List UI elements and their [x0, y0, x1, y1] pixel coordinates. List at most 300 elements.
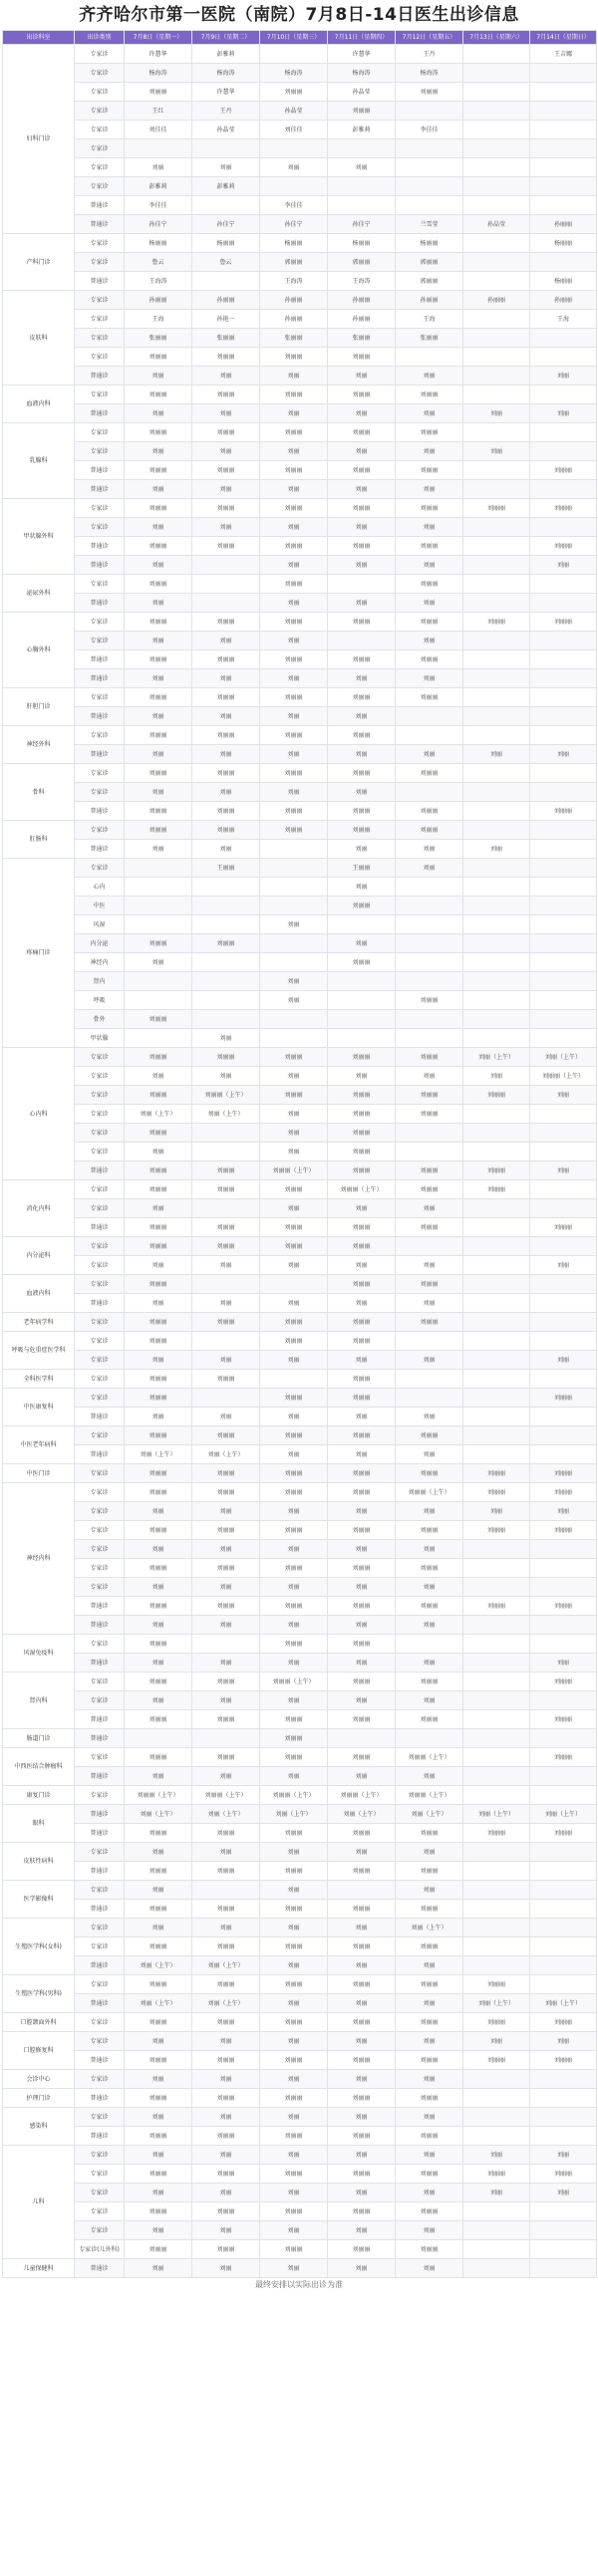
doctor-cell: 刘丽丽 [396, 499, 463, 518]
doctor-cell [463, 1862, 530, 1881]
clinic-type-cell: 专家诊 [75, 348, 125, 367]
table-row [3, 1370, 597, 1389]
dept-cell: 肾内科 [3, 1673, 75, 1729]
doctor-cell [530, 2259, 597, 2278]
doctor-cell: 刘丽 [463, 745, 530, 764]
clinic-type-cell: 普通诊 [75, 215, 125, 234]
table-row [3, 1937, 597, 1956]
clinic-type-cell: 普通诊 [75, 802, 125, 821]
doctor-cell: 刘丽 [396, 2032, 463, 2051]
doctor-cell [530, 442, 597, 461]
doctor-cell: 刘丽 [192, 2184, 260, 2202]
doctor-cell: 杨丽丽 [192, 234, 260, 253]
footer-note: 最终安排以实际出诊为准 [255, 2280, 343, 2289]
header-type: 出诊类别 [75, 31, 125, 45]
doctor-cell: 刘丽丽 [396, 1464, 463, 1483]
doctor-cell: 刘丽 [192, 1067, 260, 1086]
clinic-type-cell: 普通诊 [75, 1710, 125, 1729]
doctor-cell: 刘丽 [260, 707, 328, 726]
doctor-cell: 孙晶莹 [463, 215, 530, 234]
doctor-cell: 刘丽丽 [396, 1048, 463, 1067]
doctor-cell: 刘丽丽 [125, 688, 192, 707]
clinic-type-cell: 普通诊 [75, 1956, 125, 1975]
table-row [3, 1067, 597, 1086]
doctor-cell: 孙丽丽 [125, 291, 192, 310]
doctor-cell: 刘丽丽 [125, 1237, 192, 1256]
doctor-cell: 刘丽丽 [125, 348, 192, 367]
doctor-cell: 孙丽丽 [260, 291, 328, 310]
clinic-type-cell: 专家诊 [75, 177, 125, 196]
table-row [3, 1956, 597, 1975]
doctor-cell: 刘丽 [328, 1067, 396, 1086]
clinic-type-cell: 呼吸 [75, 991, 125, 1010]
doctor-cell: 刘丽 [192, 1502, 260, 1521]
doctor-cell: 刘丽丽 [125, 537, 192, 556]
doctor-cell: 王丽丽 [328, 859, 396, 878]
doctor-cell [463, 1332, 530, 1351]
table-row [3, 1464, 597, 1483]
doctor-cell: 刘丽丽 [328, 1124, 396, 1143]
doctor-cell: 刘丽丽 [328, 537, 396, 556]
doctor-cell: 杨丽丽 [125, 234, 192, 253]
doctor-cell: 刘丽 [192, 1408, 260, 1426]
doctor-cell: 刘丽丽 [328, 2051, 396, 2070]
table-row [3, 632, 597, 650]
doctor-cell [463, 594, 530, 613]
clinic-type-cell: 内分泌 [75, 934, 125, 953]
doctor-cell: 刘丽丽 [328, 897, 396, 915]
doctor-cell: 刘丽 [192, 367, 260, 386]
clinic-type-cell: 专家诊 [75, 821, 125, 840]
doctor-cell [530, 1143, 597, 1161]
doctor-cell: 刘丽丽 [328, 1748, 396, 1767]
doctor-cell: 李佳佳 [396, 121, 463, 139]
doctor-cell: 刘丽 [396, 367, 463, 386]
doctor-cell: 刘丽 [396, 1767, 463, 1786]
doctor-cell: 刘丽丽 [260, 1048, 328, 1067]
doctor-cell [530, 934, 597, 953]
doctor-cell: 刘丽 [260, 1143, 328, 1161]
doctor-cell: 刘丽丽 [396, 1180, 463, 1199]
doctor-cell: 刘丽丽 [125, 1748, 192, 1767]
doctor-cell: 刘丽 [328, 2146, 396, 2165]
dept-cell: 儿科 [3, 2146, 75, 2259]
doctor-cell: 刘丽 [125, 745, 192, 764]
doctor-cell: 刘丽丽 [125, 1086, 192, 1105]
dept-cell: 老年病学科 [3, 1313, 75, 1332]
dept-cell: 感染科 [3, 2108, 75, 2146]
doctor-cell: 刘丽 [396, 1351, 463, 1370]
doctor-cell [260, 1029, 328, 1048]
doctor-cell: 刘丽 [396, 2221, 463, 2240]
doctor-cell: 刘丽 [192, 2221, 260, 2240]
doctor-cell [463, 972, 530, 991]
doctor-cell: 刘丽 [125, 1919, 192, 1937]
doctor-cell: 刘丽 [125, 1654, 192, 1673]
doctor-cell: 刘丽丽 [328, 1559, 396, 1578]
doctor-cell: 刘丽丽 [260, 2127, 328, 2146]
doctor-cell: 刘丽丽 [125, 461, 192, 480]
doctor-cell: 刘丽丽 [463, 1180, 530, 1199]
doctor-cell: 刘丽 [260, 915, 328, 934]
doctor-cell [530, 386, 597, 404]
clinic-type-cell: 普通诊 [75, 745, 125, 764]
table-row [3, 499, 597, 518]
doctor-cell: 刘丽丽 [328, 1218, 396, 1237]
doctor-cell [328, 1010, 396, 1029]
doctor-cell: 刘丽 [530, 1086, 597, 1105]
doctor-cell [530, 632, 597, 650]
doctor-cell [463, 1408, 530, 1426]
doctor-cell [192, 897, 260, 915]
doctor-cell: 刘丽 [125, 2108, 192, 2127]
table-row [3, 367, 597, 386]
doctor-cell: 刘丽 [125, 556, 192, 575]
doctor-cell [463, 650, 530, 669]
clinic-type-cell: 普通诊 [75, 840, 125, 859]
table-row [3, 2184, 597, 2202]
doctor-cell: 刘丽 [328, 518, 396, 537]
doctor-cell: 刘丽丽 [260, 1559, 328, 1578]
doctor-cell: 刘丽 [125, 1691, 192, 1710]
doctor-cell: 刘丽 [260, 632, 328, 650]
doctor-cell [463, 1956, 530, 1975]
table-row [3, 575, 597, 594]
table-row [3, 386, 597, 404]
clinic-type-cell: 专家诊 [75, 1881, 125, 1900]
table-row [3, 1275, 597, 1294]
doctor-cell: 刘丽丽（上午） [192, 1786, 260, 1805]
clinic-type-cell: 专家诊 [75, 1919, 125, 1937]
doctor-cell: 刘丽 [260, 1256, 328, 1275]
doctor-cell [530, 1105, 597, 1124]
header-day-4: 7月11日（星期四） [328, 31, 396, 45]
table-row [3, 2259, 597, 2278]
doctor-cell: 刘丽丽 [192, 1673, 260, 1691]
doctor-cell: 刘丽丽 [192, 423, 260, 442]
doctor-cell [396, 1389, 463, 1408]
doctor-cell: 刘丽丽（上午） [396, 1786, 463, 1805]
doctor-cell: 刘丽丽 [260, 348, 328, 367]
doctor-cell: 刘丽丽 [260, 1635, 328, 1654]
table-row [3, 234, 597, 253]
doctor-cell [192, 1010, 260, 1029]
table-row [3, 821, 597, 840]
doctor-cell: 刘丽 [328, 158, 396, 177]
doctor-cell: 刘丽 [260, 2184, 328, 2202]
doctor-cell [260, 1275, 328, 1294]
doctor-cell: 刘丽丽 [328, 2089, 396, 2108]
doctor-cell: 刘丽 [396, 1294, 463, 1313]
doctor-cell: 刘丽丽 [125, 1559, 192, 1578]
doctor-cell: 刘丽丽 [396, 1161, 463, 1180]
doctor-cell: 鲁云 [192, 253, 260, 272]
doctor-cell: 孙晶莹 [328, 83, 396, 102]
doctor-cell: 刘丽丽 [192, 1748, 260, 1767]
doctor-cell [192, 1143, 260, 1161]
doctor-cell: 孙丽丽 [192, 291, 260, 310]
table-row [3, 878, 597, 897]
doctor-cell [530, 1426, 597, 1445]
doctor-cell: 刘丽丽 [396, 1862, 463, 1881]
doctor-cell [260, 177, 328, 196]
doctor-cell: 刘丽丽 [260, 499, 328, 518]
doctor-cell [530, 726, 597, 745]
doctor-cell: 刘丽丽 [396, 821, 463, 840]
doctor-cell: 刘丽丽 [192, 2202, 260, 2221]
doctor-cell [463, 1313, 530, 1332]
doctor-cell [463, 802, 530, 821]
table-row [3, 1673, 597, 1691]
doctor-cell: 刘丽丽 [192, 2013, 260, 2032]
doctor-cell: 刘丽（上午） [192, 1105, 260, 1124]
doctor-cell: 刘丽丽 [530, 1218, 597, 1237]
doctor-cell: 刘丽丽 [192, 1218, 260, 1237]
table-row [3, 840, 597, 859]
doctor-cell: 刘丽丽 [192, 1426, 260, 1445]
doctor-cell: 刘丽 [396, 556, 463, 575]
doctor-cell: 刘丽丽 [328, 102, 396, 121]
table-row [3, 102, 597, 121]
doctor-cell: 孙晶莹 [192, 121, 260, 139]
doctor-cell: 刘丽 [125, 2259, 192, 2278]
table-row [3, 1408, 597, 1426]
doctor-cell [530, 1729, 597, 1748]
doctor-cell: 刘丽 [192, 2146, 260, 2165]
doctor-cell: 孙晶莹 [260, 102, 328, 121]
doctor-cell [396, 726, 463, 745]
table-row [3, 272, 597, 291]
clinic-type-cell: 专家诊 [75, 518, 125, 537]
clinic-type-cell: 专家诊 [75, 1521, 125, 1540]
doctor-cell: 刘丽丽 [396, 1559, 463, 1578]
doctor-cell: 刘丽丽 [328, 2202, 396, 2221]
doctor-cell: 刘丽 [192, 1029, 260, 1048]
doctor-cell: 刘丽 [396, 1199, 463, 1218]
doctor-cell: 刘丽 [530, 2032, 597, 2051]
doctor-cell: 刘丽丽 [125, 1332, 192, 1351]
doctor-cell: 刘丽 [192, 1691, 260, 1710]
doctor-cell [396, 1635, 463, 1654]
doctor-cell: 刘丽 [260, 518, 328, 537]
header-day-5: 7月12日（星期五） [396, 31, 463, 45]
doctor-cell: 刘丽 [125, 1256, 192, 1275]
doctor-cell: 刘丽（上午） [530, 1805, 597, 1824]
doctor-cell [463, 310, 530, 329]
doctor-cell: 刘丽 [396, 404, 463, 423]
doctor-cell: 刘丽 [192, 632, 260, 650]
table-row [3, 2202, 597, 2221]
doctor-cell: 刘丽 [260, 972, 328, 991]
table-row [3, 196, 597, 215]
table-row [3, 953, 597, 972]
clinic-type-cell: 专家诊 [75, 688, 125, 707]
table-row [3, 2165, 597, 2184]
clinic-type-cell: 普通诊 [75, 196, 125, 215]
doctor-cell [328, 991, 396, 1010]
doctor-cell: 刘丽丽 [192, 2089, 260, 2108]
doctor-cell [463, 764, 530, 783]
clinic-type-cell: 专家诊 [75, 2013, 125, 2032]
doctor-cell: 刘丽 [125, 480, 192, 499]
doctor-cell [260, 45, 328, 64]
doctor-cell [125, 1029, 192, 1048]
doctor-cell: 王海 [530, 310, 597, 329]
clinic-type-cell: 专家诊 [75, 2165, 125, 2184]
doctor-cell: 郭丽丽 [328, 253, 396, 272]
clinic-type-cell: 专家诊 [75, 1351, 125, 1370]
doctor-cell: 张丽丽 [396, 329, 463, 348]
clinic-type-cell: 专家诊 [75, 1048, 125, 1067]
doctor-cell [463, 934, 530, 953]
doctor-cell: 刘丽丽 [396, 1521, 463, 1540]
doctor-cell: 刘丽丽 [396, 1218, 463, 1237]
doctor-cell: 刘丽 [192, 442, 260, 461]
doctor-cell: 刘丽丽 [328, 1332, 396, 1351]
doctor-cell: 刘丽丽 [192, 499, 260, 518]
doctor-cell: 刘丽丽 [125, 1124, 192, 1143]
clinic-type-cell: 普通诊 [75, 650, 125, 669]
doctor-cell [530, 2202, 597, 2221]
header-day-3: 7月10日（星期三） [260, 31, 328, 45]
doctor-cell [125, 139, 192, 158]
doctor-cell [192, 1275, 260, 1294]
doctor-cell [463, 953, 530, 972]
doctor-cell [463, 1748, 530, 1767]
doctor-cell: 刘丽丽 [260, 688, 328, 707]
clinic-type-cell: 专家诊 [75, 2184, 125, 2202]
doctor-cell: 刘丽 [396, 1067, 463, 1086]
doctor-cell [530, 991, 597, 1010]
doctor-cell: 刘丽丽 [328, 726, 396, 745]
doctor-cell: 刘丽丽 [396, 1105, 463, 1124]
doctor-cell [192, 139, 260, 158]
doctor-cell [463, 348, 530, 367]
doctor-cell: 刘丽 [192, 158, 260, 177]
table-row [3, 1313, 597, 1332]
doctor-cell [192, 878, 260, 897]
doctor-cell: 刘丽丽 [125, 802, 192, 821]
doctor-cell: 刘丽 [530, 2184, 597, 2202]
clinic-type-cell: 专家诊 [75, 102, 125, 121]
doctor-cell: 刘丽丽 [396, 461, 463, 480]
doctor-cell: 刘丽丽 [260, 1824, 328, 1843]
doctor-cell: 刘丽丽 [260, 386, 328, 404]
doctor-cell: 许慧华 [125, 45, 192, 64]
doctor-cell: 刘丽丽 [260, 461, 328, 480]
doctor-cell: 刘丽 [260, 2259, 328, 2278]
doctor-cell: 刘丽丽 [192, 613, 260, 632]
doctor-cell: 刘佳佳 [260, 121, 328, 139]
clinic-type-cell: 普通诊 [75, 1994, 125, 2013]
doctor-cell: 刘丽丽 [328, 1275, 396, 1294]
doctor-cell: 刘丽丽 [192, 386, 260, 404]
doctor-cell: 刘丽丽 [530, 1483, 597, 1502]
clinic-type-cell: 普通诊 [75, 367, 125, 386]
doctor-cell: 刘丽丽 [192, 1597, 260, 1616]
doctor-cell: 刘丽 [260, 2221, 328, 2240]
doctor-cell: 孙丽丽 [530, 291, 597, 310]
doctor-cell: 刘丽 [463, 1067, 530, 1086]
doctor-cell: 李佳佳 [260, 196, 328, 215]
doctor-cell [463, 575, 530, 594]
doctor-cell [192, 196, 260, 215]
table-row [3, 1654, 597, 1673]
doctor-cell: 张丽丽 [125, 329, 192, 348]
doctor-cell [530, 1313, 597, 1332]
doctor-cell: 刘丽丽 [125, 764, 192, 783]
doctor-cell [530, 707, 597, 726]
doctor-cell: 刘丽丽 [125, 1824, 192, 1843]
doctor-cell [463, 253, 530, 272]
doctor-cell [260, 1370, 328, 1389]
doctor-cell: 刘丽丽 [463, 2051, 530, 2070]
table-row [3, 1502, 597, 1521]
clinic-type-cell: 普通诊 [75, 1824, 125, 1843]
clinic-type-cell: 专家诊 [75, 1843, 125, 1862]
doctor-cell [530, 2089, 597, 2108]
doctor-cell [396, 915, 463, 934]
doctor-cell: 许慧华 [192, 83, 260, 102]
doctor-cell: 刘丽丽 [328, 1048, 396, 1067]
doctor-cell: 刘丽 [328, 2032, 396, 2051]
doctor-cell: 彭雅莉 [192, 45, 260, 64]
doctor-cell: 刘丽丽 [192, 1559, 260, 1578]
doctor-cell: 刘丽 [125, 707, 192, 726]
doctor-cell [530, 1635, 597, 1654]
doctor-cell: 刘丽 [530, 1351, 597, 1370]
doctor-cell [463, 1710, 530, 1729]
doctor-cell: 刘丽丽 [396, 423, 463, 442]
doctor-cell [463, 688, 530, 707]
doctor-cell: 刘丽 [463, 442, 530, 461]
doctor-cell: 刘丽 [260, 1105, 328, 1124]
clinic-type-cell: 普通诊 [75, 707, 125, 726]
doctor-cell: 刘丽 [260, 1994, 328, 2013]
clinic-type-cell: 普通诊 [75, 1729, 125, 1748]
doctor-cell [463, 1881, 530, 1900]
doctor-cell: 刘丽 [328, 1691, 396, 1710]
doctor-cell [530, 878, 597, 897]
clinic-type-cell: 专家诊 [75, 64, 125, 83]
doctor-cell: 彭雅莉 [328, 121, 396, 139]
doctor-cell: 刘丽丽 [396, 2051, 463, 2070]
clinic-type-cell: 专家诊 [75, 1067, 125, 1086]
dept-cell: 肛肠科 [3, 821, 75, 859]
schedule-body [3, 45, 597, 2278]
doctor-cell [530, 1199, 597, 1218]
doctor-cell [396, 707, 463, 726]
doctor-cell [463, 83, 530, 102]
doctor-cell [396, 934, 463, 953]
doctor-cell: 刘丽丽 [125, 1673, 192, 1691]
doctor-cell: 刘丽 [192, 1256, 260, 1275]
doctor-cell [463, 2259, 530, 2278]
doctor-cell [530, 1956, 597, 1975]
doctor-cell: 刘丽 [260, 2108, 328, 2127]
doctor-cell: 刘丽 [328, 2221, 396, 2240]
doctor-cell [463, 1673, 530, 1691]
doctor-cell [396, 1729, 463, 1748]
doctor-cell [125, 1729, 192, 1748]
table-row [3, 2089, 597, 2108]
clinic-type-cell: 普通诊 [75, 1445, 125, 1464]
doctor-cell: 刘丽 [125, 442, 192, 461]
table-row [3, 613, 597, 632]
doctor-cell: 刘丽（上午） [260, 1805, 328, 1824]
doctor-cell: 刘丽丽 [328, 1824, 396, 1843]
doctor-cell: 刘丽 [396, 632, 463, 650]
